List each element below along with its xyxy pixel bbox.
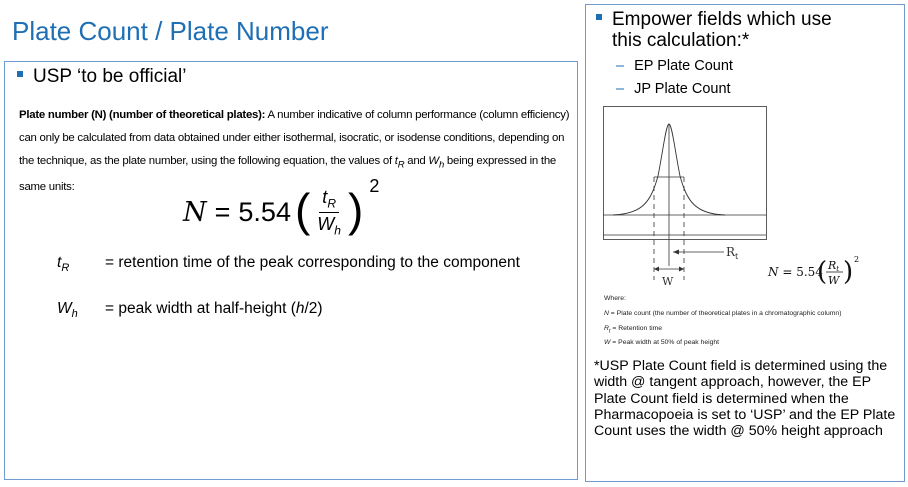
definition-t: t (394, 155, 398, 167)
definition-and: and (404, 155, 429, 167)
where-label: Where: (604, 295, 626, 302)
formula-numerator: $t_R$ (319, 187, 339, 213)
usp-heading (17, 66, 187, 88)
formula-coefficient: 5.54 (238, 196, 291, 227)
definition-wh-text: = peak width at half-height (h/2) (105, 300, 323, 317)
definition-text-2: being expressed in the same units: (19, 155, 557, 194)
formula-denominator: $W_h$ (317, 213, 341, 238)
list-item-jp-plate-count: – JP Plate Count (616, 81, 731, 97)
where-line-w: W = Peak width at 50% of peak height (604, 339, 720, 346)
figure-equation: N = 5.54 (768, 265, 823, 279)
definition-text-1: A number indicative of column performance (column efficiency) can only be calculated from data obtained under either isothermal, isocratic, or isodense conditions, depending on the technique, as the plate number, using the following equation, the values of (19, 109, 570, 167)
where-line-n: N = Plate count (the number of theoretical plates in a chromatographic column) (604, 310, 842, 317)
peak-diagram (603, 106, 872, 294)
formula-paren-close: ) (347, 184, 364, 236)
rt-arrowhead (673, 250, 679, 255)
dash-icon: – (616, 58, 625, 74)
definition-row-wh (57, 300, 323, 320)
dash-icon: – (616, 81, 625, 97)
diagram-frame (604, 107, 767, 240)
formula-exponent: 2 (369, 175, 380, 196)
definition-t-sub: R (397, 159, 405, 171)
formula-lhs: N (183, 196, 207, 228)
empower-panel (585, 4, 905, 482)
w-arrowhead-right (679, 267, 684, 272)
figure-denominator: W (828, 274, 840, 287)
definition-tr-text: = retention time of the peak corresponding to the component (105, 254, 520, 271)
figure-exponent: 2 (854, 255, 860, 264)
figure-paren-open: ( (817, 257, 828, 287)
formula-fraction (314, 187, 344, 237)
usp-panel (4, 61, 578, 480)
definition-w: W (428, 155, 439, 167)
empower-heading: Empower fields which use this calculation:* (596, 9, 896, 51)
bullet-icon (17, 71, 23, 77)
rt-label: $R_t$ (726, 245, 739, 261)
slide-title: Plate Count / Plate Number (12, 16, 329, 46)
definition-term: Plate number (N) (number of theoretical plates): (19, 109, 266, 121)
symbol-tr: $t_R$ (57, 254, 70, 275)
formula-equals: = (214, 196, 231, 227)
list-item-ep-plate-count: – EP Plate Count (616, 58, 733, 74)
w-arrowhead-left (654, 267, 659, 272)
definition-w-sub: h (438, 159, 444, 171)
bullet-icon (596, 14, 602, 20)
usp-ep-note: *USP Plate Count field is determined using the width @ tangent approach, however, the EP Plate Count field is determined when the Pharmacopoeia is set to ‘USP’ and the EP Plate Count uses the width @ 50% height approach (594, 358, 896, 440)
definition-row-tr (57, 254, 520, 274)
symbol-wh: $W_h$ (57, 300, 78, 321)
peak-figure (603, 106, 872, 294)
formula-paren-open: ( (294, 184, 311, 236)
figure-numerator: Rt (828, 259, 840, 273)
usp-heading-text: USP ‘to be official’ (33, 66, 187, 87)
w-label: W (662, 275, 674, 288)
figure-paren-close: ) (843, 257, 854, 287)
plate-number-formula (183, 175, 380, 244)
where-line-rt: $R_t$ = Retention time (604, 325, 663, 335)
